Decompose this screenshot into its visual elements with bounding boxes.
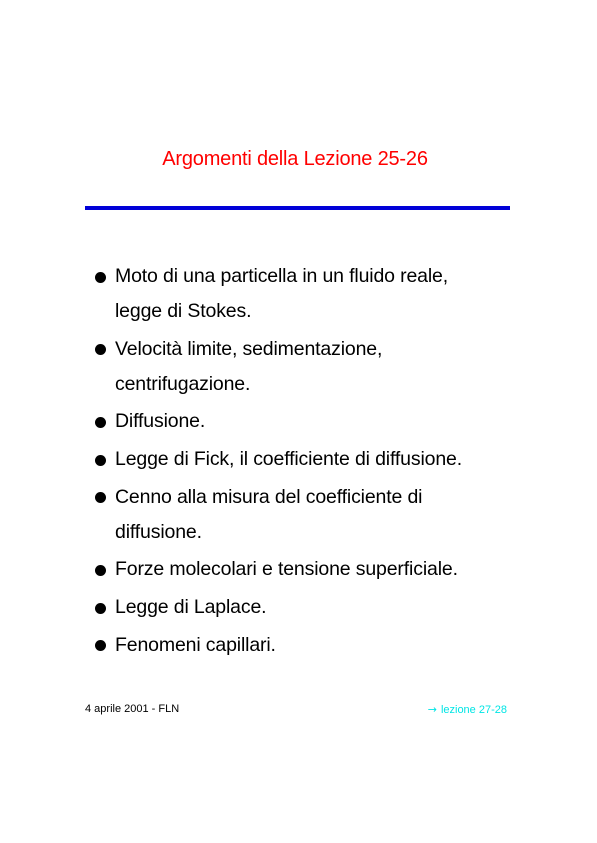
arrow-right-icon: →	[427, 703, 437, 716]
topic-item	[94, 332, 514, 402]
topic-item	[94, 480, 514, 550]
topic-line: Legge di Fick, il coefficiente di diffusione.	[115, 448, 462, 471]
bullet-icon	[95, 603, 106, 614]
bullet-icon	[95, 492, 106, 503]
title-divider	[85, 206, 510, 210]
bullet-icon	[95, 565, 106, 576]
topic-item	[94, 404, 514, 439]
footer-date: 4 aprile 2001 - FLN	[85, 703, 180, 715]
bullet-icon	[95, 344, 106, 355]
topic-line: legge di Stokes.	[115, 300, 252, 322]
topic-line: Cenno alla misura del coefficiente di	[115, 485, 423, 508]
next-lesson-link[interactable]	[428, 703, 507, 716]
topic-list	[94, 259, 514, 666]
topic-line: centrifugazione.	[115, 372, 251, 395]
topic-item	[94, 628, 514, 663]
topic-line: Forze molecolari e tensione superficiale.	[115, 558, 458, 581]
topic-item	[94, 442, 514, 477]
topic-line: Fenomeni capillari.	[115, 633, 276, 656]
bullet-icon	[95, 417, 106, 428]
topic-item	[94, 259, 514, 329]
slide-title: Argomenti della Lezione 25-26	[162, 148, 428, 170]
topic-line: Velocità limite, sedimentazione,	[115, 337, 383, 360]
topic-item	[94, 590, 514, 625]
bullet-icon	[95, 640, 106, 651]
topic-line: diffusione.	[115, 520, 202, 543]
bullet-icon	[95, 272, 106, 283]
topic-item	[94, 552, 514, 587]
topic-line: Legge di Laplace.	[115, 596, 267, 619]
next-lesson-label: lezione 27-28	[440, 704, 507, 716]
topic-line: Moto di una particella in un fluido reale,	[115, 265, 448, 287]
topic-line: Diffusione.	[115, 410, 206, 433]
bullet-icon	[95, 455, 106, 466]
